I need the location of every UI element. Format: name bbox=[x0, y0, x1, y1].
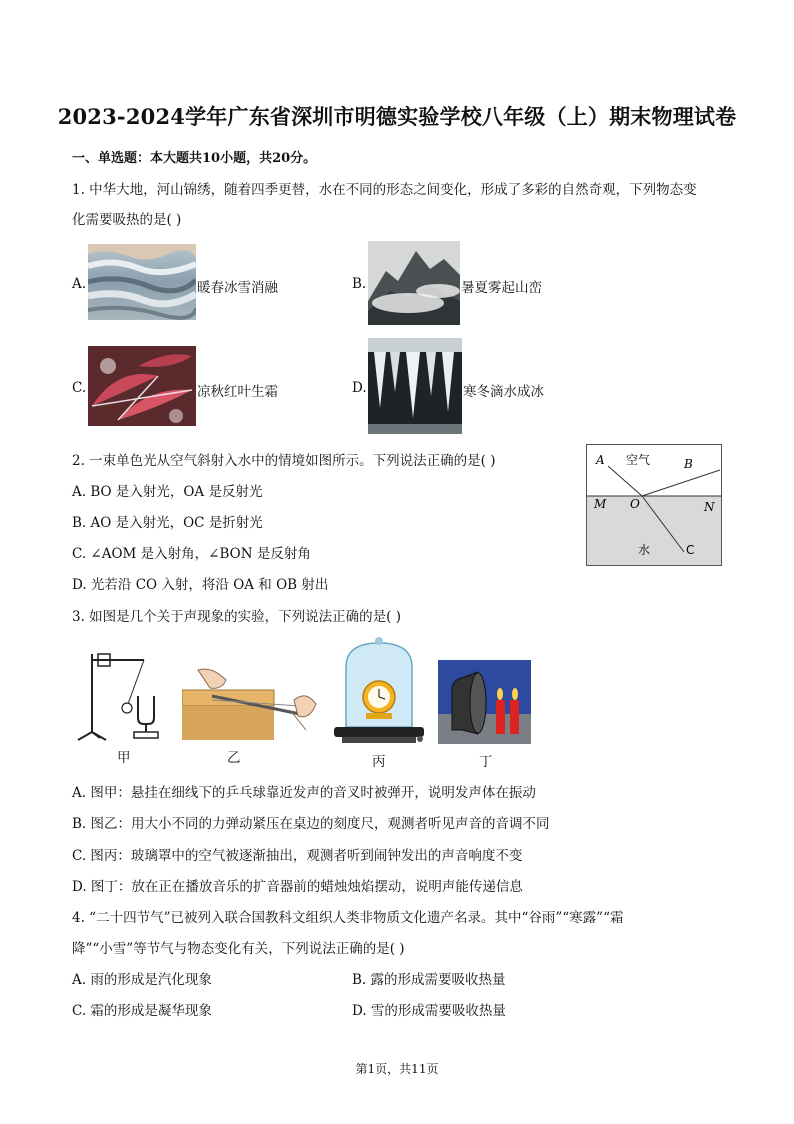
q3-option-a: A. 图甲：悬挂在细线下的乒乓球靠近发声的音叉时被弹开，说明发声体在振动 bbox=[72, 785, 536, 801]
q4-option-b: B. 露的形成需要吸收热量 bbox=[352, 972, 506, 988]
q1-option-d-label: D. bbox=[352, 380, 367, 396]
q3-stem: 3. 如图是几个关于声现象的实验，下列说法正确的是( ) bbox=[72, 609, 401, 625]
page-title: 2023-2024学年广东省深圳市明德实验学校八年级（上）期末物理试卷 bbox=[57, 104, 737, 129]
diagram-label-n: N bbox=[704, 500, 715, 514]
q1-stem-line2: 化需要吸热的是( ) bbox=[72, 212, 182, 228]
q3-figure-label-ding: 丁 bbox=[479, 754, 493, 770]
q1-option-d-image bbox=[368, 338, 462, 434]
q3-option-d: D. 图丁：放在正在播放音乐的扩音器前的蜡烛烛焰摆动，说明声能传递信息 bbox=[72, 879, 523, 895]
q4-stem-line2: 降”“小雪”等节气与物态变化有关，下列说法正确的是( ) bbox=[72, 941, 405, 957]
q1-option-c-label: C. bbox=[72, 380, 87, 396]
diagram-label-water: 水 bbox=[638, 543, 651, 557]
section-heading: 一、单选题：本大题共10小题，共20分。 bbox=[72, 151, 317, 166]
q1-option-b-text: 暑夏雾起山峦 bbox=[461, 280, 542, 296]
q2-refraction-diagram bbox=[586, 444, 722, 566]
q3-figure-jia bbox=[72, 648, 172, 744]
q4-option-c: C. 霜的形成是凝华现象 bbox=[72, 1003, 212, 1019]
q1-stem-line1: 1. 中华大地，河山锦绣，随着四季更替，水在不同的形态之间变化，形成了多彩的自然奇观，下列物态变 bbox=[72, 182, 697, 198]
q1-option-a-image bbox=[88, 244, 196, 320]
diagram-label-o: O bbox=[630, 497, 640, 511]
page-footer: 第1页，共11页 bbox=[355, 1062, 439, 1076]
q2-stem: 2. 一束单色光从空气斜射入水中的情境如图所示。下列说法正确的是( ) bbox=[72, 453, 496, 469]
q1-option-c-image bbox=[88, 346, 196, 426]
q1-option-a-text: 暖春冰雪消融 bbox=[197, 280, 278, 296]
diagram-label-air: 空气 bbox=[626, 453, 651, 467]
q1-option-c-text: 凉秋红叶生霜 bbox=[197, 384, 278, 400]
diagram-label-a: A bbox=[596, 453, 605, 467]
diagram-label-m: M bbox=[594, 497, 607, 511]
diagram-label-c: C bbox=[686, 543, 695, 557]
q4-stem-line1: 4. “二十四节气”已被列入联合国教科文组织人类非物质文化遗产名录。其中“谷雨”“寒露”“霜 bbox=[72, 910, 624, 926]
q3-figure-label-bing: 丙 bbox=[372, 754, 386, 770]
q3-figure-label-yi: 乙 bbox=[227, 750, 241, 766]
q4-option-a: A. 雨的形成是汽化现象 bbox=[72, 972, 212, 988]
q1-option-a-label: A. bbox=[72, 276, 87, 292]
q2-option-d: D. 光若沿 CO 入射，将沿 OA 和 OB 射出 bbox=[72, 577, 329, 593]
q3-option-c: C. 图丙：玻璃罩中的空气被逐渐抽出，观测者听到闹钟发出的声音响度不变 bbox=[72, 848, 523, 864]
q3-figure-bing bbox=[332, 635, 426, 747]
q3-figure-ding bbox=[438, 660, 531, 744]
q2-option-b: B. AO 是入射光，OC 是折射光 bbox=[72, 515, 263, 531]
q3-figure-label-jia: 甲 bbox=[117, 750, 131, 766]
diagram-label-b: B bbox=[684, 457, 693, 471]
q1-option-b-label: B. bbox=[352, 276, 367, 292]
q3-figure-yi bbox=[182, 660, 322, 740]
q4-option-d: D. 雪的形成需要吸收热量 bbox=[352, 1003, 506, 1019]
q1-option-d-text: 寒冬滴水成冰 bbox=[463, 384, 544, 400]
q1-option-b-image bbox=[368, 241, 460, 325]
q2-option-c: C. ∠AOM 是入射角，∠BON 是反射角 bbox=[72, 546, 311, 562]
q2-option-a: A. BO 是入射光，OA 是反射光 bbox=[72, 484, 263, 500]
q3-option-b: B. 图乙：用大小不同的力弹动紧压在桌边的刻度尺，观测者听见声音的音调不同 bbox=[72, 816, 550, 832]
